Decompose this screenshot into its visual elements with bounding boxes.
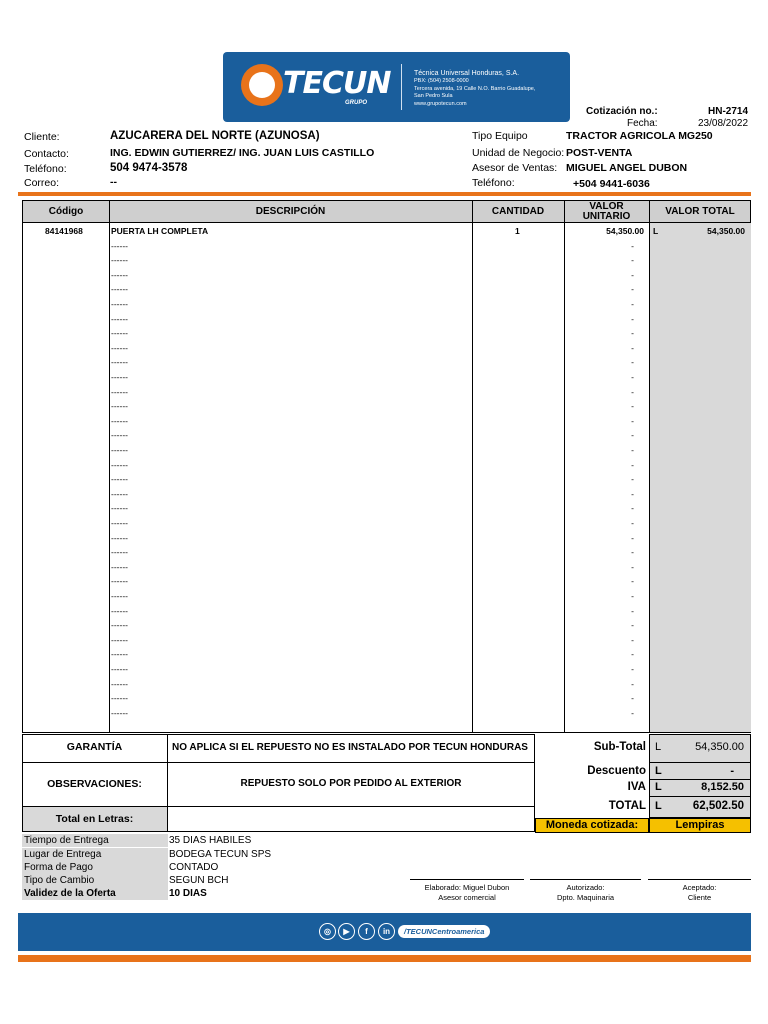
table-row xyxy=(23,239,750,254)
empty-value: - xyxy=(631,386,634,397)
table-row xyxy=(23,399,750,414)
empty-desc: ------ xyxy=(111,459,128,470)
quote-number: HN-2714 xyxy=(708,106,749,117)
table-row xyxy=(23,414,750,429)
table-row xyxy=(23,647,750,662)
table-row xyxy=(23,326,750,341)
empty-desc: ------ xyxy=(111,269,128,280)
descuento-value: - xyxy=(730,765,734,777)
empty-value: - xyxy=(631,430,634,441)
correo-value: -- xyxy=(110,176,117,188)
company-address-2: San Pedro Sula xyxy=(414,93,453,99)
item-valor-total: 54,350.00 xyxy=(707,226,745,236)
validez-value: 10 DIAS xyxy=(169,888,207,899)
header-valor-unitario: VALOR UNITARIO xyxy=(582,201,631,222)
iva-currency: L xyxy=(655,781,662,793)
empty-desc: ------ xyxy=(111,605,128,616)
table-row xyxy=(23,385,750,400)
table-row xyxy=(23,487,750,502)
lugar-value: BODEGA TECUN SPS xyxy=(169,849,272,860)
empty-value: - xyxy=(631,474,634,485)
empty-value: - xyxy=(631,459,634,470)
autorizado-role: Dpto. Maquinaria xyxy=(556,893,615,902)
quote-date-label: Fecha: xyxy=(627,118,658,129)
empty-desc: ------ xyxy=(111,488,128,499)
item-moneda: L xyxy=(653,226,659,236)
logo-text: TECUN xyxy=(283,66,391,101)
signature-line-autorizado xyxy=(530,879,641,880)
empty-value: - xyxy=(631,605,634,616)
subtotal-label: Sub-Total xyxy=(593,741,646,753)
empty-desc: ------ xyxy=(111,503,128,514)
table-row xyxy=(23,224,750,239)
empty-desc: ------ xyxy=(111,444,128,455)
moneda-value: Lempiras xyxy=(675,819,725,831)
contacto-value: ING. EDWIN GUTIERREZ/ ING. JUAN LUIS CASTILLO xyxy=(110,147,375,159)
empty-desc: ------ xyxy=(111,547,128,558)
empty-value: - xyxy=(631,371,634,382)
telefono-value: 504 9474-3578 xyxy=(110,162,188,174)
empty-value: - xyxy=(631,707,634,718)
header-banner xyxy=(223,52,570,122)
empty-value: - xyxy=(631,240,634,251)
quote-date: 23/08/2022 xyxy=(698,118,749,129)
table-row xyxy=(23,560,750,575)
entrega-value: 35 DIAS HABILES xyxy=(169,835,252,846)
elaborado-role: Asesor comercial xyxy=(438,893,496,902)
telefono2-value: +504 9441-6036 xyxy=(573,178,650,190)
table-row xyxy=(23,297,750,312)
totals-divider xyxy=(649,762,751,763)
banner-divider xyxy=(401,64,402,110)
empty-desc: ------ xyxy=(111,474,128,485)
notes-divider xyxy=(22,762,535,763)
empty-desc: ------ xyxy=(111,371,128,382)
empty-desc: ------ xyxy=(111,576,128,587)
empty-desc: ------ xyxy=(111,532,128,543)
garantia-value: NO APLICA SI EL REPUESTO NO ES INSTALADO POR TECUN HONDURAS xyxy=(172,742,528,753)
empty-desc: ------ xyxy=(111,284,128,295)
company-pbx: PBX: (504) 2508-0000 xyxy=(414,78,469,84)
signature-aceptado xyxy=(648,883,751,903)
table-row xyxy=(23,531,750,546)
company-address-1: Tercera avenida, 19 Calle N.O. Barrio Guadalupe, xyxy=(414,85,536,92)
empty-value: - xyxy=(631,342,634,353)
empty-desc: ------ xyxy=(111,240,128,251)
descuento-label: Descuento xyxy=(587,765,646,777)
lugar-label: Lugar de Entrega xyxy=(22,848,168,861)
empty-desc: ------ xyxy=(111,401,128,412)
table-row xyxy=(23,341,750,356)
observaciones-label: OBSERVACIONES: xyxy=(47,778,142,790)
total-letras-label: Total en Letras: xyxy=(55,813,134,825)
empty-desc: ------ xyxy=(111,649,128,660)
cliente-label: Cliente: xyxy=(24,131,60,143)
descuento-currency: L xyxy=(655,765,662,777)
autorizado-text: Autorizado: xyxy=(566,883,605,892)
instagram-icon[interactable]: ◎ xyxy=(319,923,336,940)
aceptado-role: Cliente xyxy=(687,893,712,902)
table-row xyxy=(23,443,750,458)
total-value: 62,502.50 xyxy=(692,800,744,812)
empty-desc: ------ xyxy=(111,590,128,601)
empty-desc: ------ xyxy=(111,620,128,631)
aceptado-text: Aceptado: xyxy=(682,883,717,892)
empty-desc: ------ xyxy=(111,298,128,309)
moneda-label: Moneda cotizada: xyxy=(545,819,639,831)
table-row xyxy=(23,472,750,487)
iva-label: IVA xyxy=(627,781,646,793)
empty-value: - xyxy=(631,298,634,309)
table-row xyxy=(23,677,750,692)
empty-desc: ------ xyxy=(111,313,128,324)
table-row xyxy=(23,253,750,268)
subtotal-currency: L xyxy=(655,741,662,753)
empty-value: - xyxy=(631,547,634,558)
empty-desc: ------ xyxy=(111,430,128,441)
empty-desc: ------ xyxy=(111,663,128,674)
empty-value: - xyxy=(631,357,634,368)
signature-line-elaborado xyxy=(410,879,524,880)
empty-value: - xyxy=(631,503,634,514)
empty-value: - xyxy=(631,663,634,674)
tipo-equipo-label: Tipo Equipo xyxy=(472,130,528,142)
items-table xyxy=(22,200,751,733)
empty-value: - xyxy=(631,532,634,543)
elaborado-text: Elaborado: Miguel Dubon xyxy=(424,883,510,892)
validez-label: Validez de la Oferta xyxy=(22,887,168,900)
signature-autorizado xyxy=(530,883,641,903)
empty-desc: ------ xyxy=(111,561,128,572)
social-handle[interactable]: /TECUNCentroamerica xyxy=(398,925,490,938)
correo-label: Correo: xyxy=(24,177,60,189)
garantia-label: GARANTÍA xyxy=(66,741,123,753)
empty-value: - xyxy=(631,415,634,426)
iva-value: 8,152.50 xyxy=(701,781,744,793)
table-row xyxy=(23,370,750,385)
empty-value: - xyxy=(631,269,634,280)
cliente-value: AZUCARERA DEL NORTE (AZUNOSA) xyxy=(110,130,320,142)
table-row xyxy=(23,312,750,327)
empty-value: - xyxy=(631,284,634,295)
empty-value: - xyxy=(631,401,634,412)
empty-desc: ------ xyxy=(111,357,128,368)
header-descripcion: DESCRIPCIÓN xyxy=(255,206,326,217)
empty-desc: ------ xyxy=(111,342,128,353)
cambio-value: SEGUN BCH xyxy=(169,875,229,886)
contacto-label: Contacto: xyxy=(24,148,69,160)
table-row xyxy=(23,691,750,706)
totals-divider xyxy=(649,779,751,780)
empty-value: - xyxy=(631,255,634,266)
youtube-icon[interactable]: ▶ xyxy=(338,923,355,940)
table-row xyxy=(23,574,750,589)
asesor-label: Asesor de Ventas: xyxy=(472,162,558,174)
totals-divider xyxy=(649,796,751,797)
empty-value: - xyxy=(631,590,634,601)
signature-elaborado xyxy=(405,883,529,903)
empty-value: - xyxy=(631,517,634,528)
empty-value: - xyxy=(631,561,634,572)
pago-label: Forma de Pago xyxy=(22,861,168,874)
unidad-value: POST-VENTA xyxy=(566,147,633,159)
empty-desc: ------ xyxy=(111,693,128,704)
item-codigo: 84141968 xyxy=(45,226,83,236)
table-row xyxy=(23,545,750,560)
logo-sub: GRUPO xyxy=(345,100,368,106)
orange-divider xyxy=(18,192,751,196)
table-row xyxy=(23,633,750,648)
empty-value: - xyxy=(631,634,634,645)
unidad-label: Unidad de Negocio: xyxy=(472,147,565,159)
table-row xyxy=(23,516,750,531)
footer-orange-bar xyxy=(18,955,751,962)
header-cantidad: CANTIDAD xyxy=(491,206,545,217)
empty-value: - xyxy=(631,576,634,587)
empty-desc: ------ xyxy=(111,678,128,689)
empty-desc: ------ xyxy=(111,328,128,339)
total-label: TOTAL xyxy=(608,800,646,812)
item-descripcion: PUERTA LH COMPLETA xyxy=(111,226,209,236)
facebook-icon[interactable]: f xyxy=(358,923,375,940)
table-row xyxy=(23,501,750,516)
empty-value: - xyxy=(631,693,634,704)
items-table-header xyxy=(23,201,750,223)
telefono2-label: Teléfono: xyxy=(472,177,515,189)
linkedin-icon[interactable]: in xyxy=(378,923,395,940)
empty-value: - xyxy=(631,444,634,455)
empty-value: - xyxy=(631,649,634,660)
empty-value: - xyxy=(631,328,634,339)
empty-value: - xyxy=(631,313,634,324)
table-row xyxy=(23,355,750,370)
entrega-label: Tiempo de Entrega xyxy=(22,834,168,847)
subtotal-value: 54,350.00 xyxy=(695,741,744,753)
empty-desc: ------ xyxy=(111,415,128,426)
empty-value: - xyxy=(631,620,634,631)
empty-desc: ------ xyxy=(111,634,128,645)
table-row xyxy=(23,282,750,297)
header-valor-total: VALOR TOTAL xyxy=(665,206,735,217)
pago-value: CONTADO xyxy=(169,862,219,873)
tipo-equipo-value: TRACTOR AGRICOLA MG250 xyxy=(566,130,713,142)
table-row xyxy=(23,618,750,633)
signature-line-aceptado xyxy=(648,879,751,880)
table-row xyxy=(23,706,750,721)
empty-value: - xyxy=(631,488,634,499)
empty-value: - xyxy=(631,678,634,689)
quote-number-label: Cotización no.: xyxy=(586,106,658,117)
total-currency: L xyxy=(655,800,662,812)
table-row xyxy=(23,458,750,473)
company-info xyxy=(414,69,535,108)
table-row xyxy=(23,589,750,604)
company-web: www.grupotecun.com xyxy=(414,100,467,107)
empty-desc: ------ xyxy=(111,707,128,718)
asesor-value: MIGUEL ANGEL DUBON xyxy=(566,162,688,174)
empty-desc: ------ xyxy=(111,386,128,397)
empty-desc: ------ xyxy=(111,255,128,266)
empty-desc: ------ xyxy=(111,517,128,528)
item-valor-unitario: 54,350.00 xyxy=(606,226,644,236)
observaciones-value: REPUESTO SOLO POR PEDIDO AL EXTERIOR xyxy=(240,778,462,789)
tecun-logo-icon xyxy=(241,64,283,106)
footer-banner xyxy=(18,913,751,951)
item-cantidad: 1 xyxy=(515,226,520,236)
table-row xyxy=(23,268,750,283)
table-row xyxy=(23,604,750,619)
header-codigo: Código xyxy=(48,206,84,217)
company-name: Técnica Universal Honduras, S.A. xyxy=(414,70,520,77)
table-row xyxy=(23,428,750,443)
cambio-label: Tipo de Cambio xyxy=(22,874,168,887)
telefono-label: Teléfono: xyxy=(24,163,67,175)
table-row xyxy=(23,662,750,677)
